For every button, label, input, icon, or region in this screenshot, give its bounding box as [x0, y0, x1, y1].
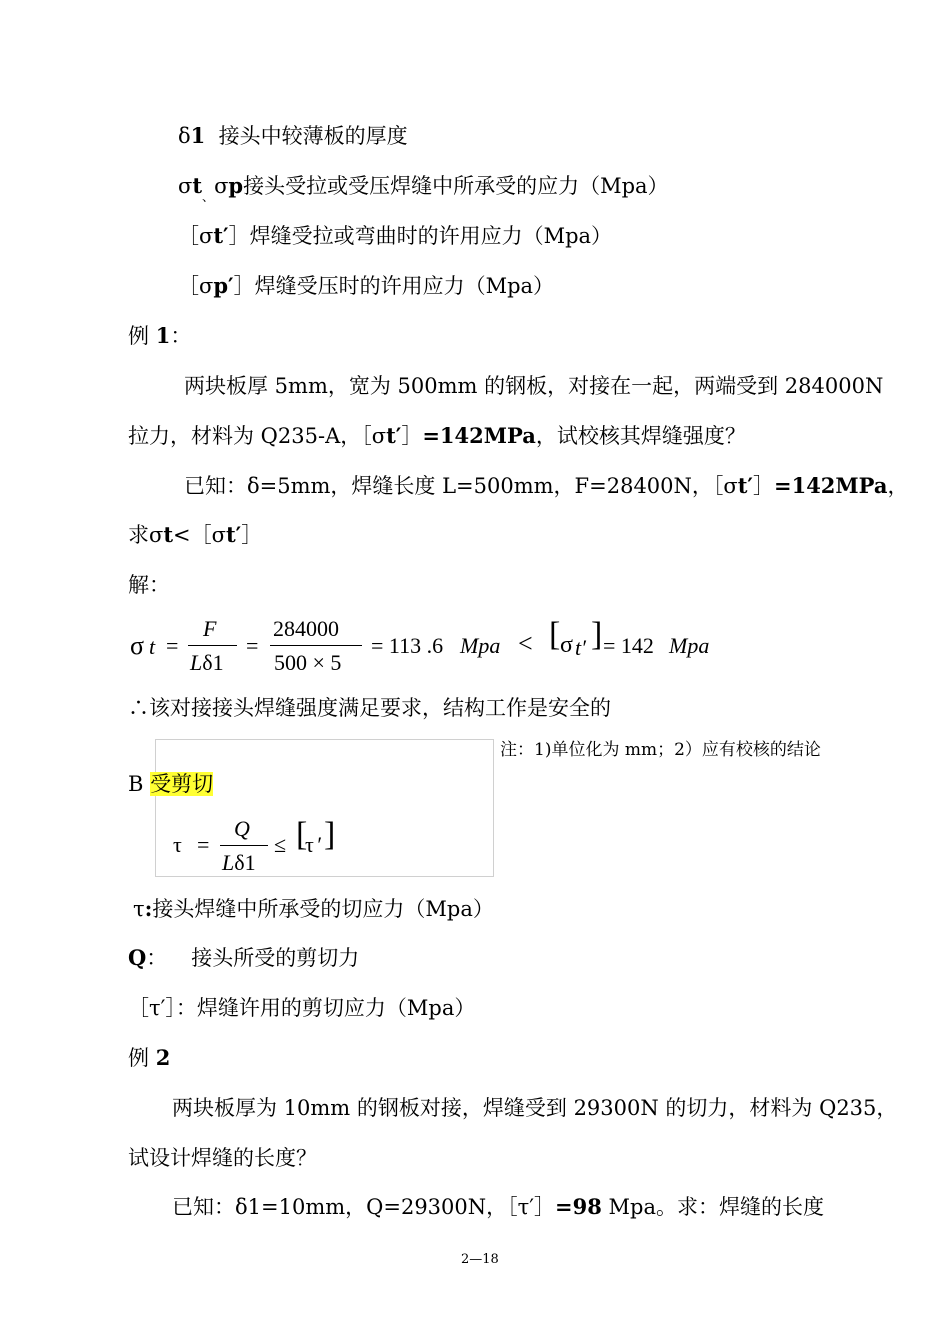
def-sigma-t-allow: [178, 222, 612, 250]
formula-lhs-sigma: σ: [130, 631, 145, 660]
example1-problem-line2: [128, 422, 746, 450]
def-sigma-p-symbol: σ: [214, 174, 229, 198]
example2-title-num: 2: [155, 1045, 171, 1070]
example1-conclusion: ∴该对接接头焊缝强度满足要求，结构工作是安全的: [128, 696, 611, 720]
tau-allow-prime: ′: [316, 832, 321, 857]
problem2-a: 拉力，材料为 Q235-A，［σ: [128, 424, 387, 448]
problem2-e: ，试校核其焊缝强度？: [535, 424, 746, 448]
tau-den-L: L: [222, 850, 235, 875]
formula-eq4: = 142: [603, 633, 654, 658]
given-d: =142MPa: [773, 473, 888, 498]
find-a: 求σ: [128, 523, 164, 547]
solution-label: 解：: [128, 573, 170, 597]
given-e: ，: [887, 474, 909, 498]
formula-bracket-close: ]: [591, 616, 603, 653]
example2-title-text: 例: [128, 1046, 156, 1070]
def-sigma-p-allow-text: 焊缝受压时的许用应力（Mpa）: [254, 274, 555, 298]
formula-unit2: Mpa: [669, 633, 710, 658]
frac1-numerator: F: [203, 616, 217, 641]
example2-given: [172, 1193, 824, 1221]
bracket-open: ［: [178, 274, 199, 298]
example1-given: [184, 472, 909, 500]
def-sigma-t-allow-text: 焊缝受拉或弯曲时的许用应力（Mpa）: [249, 224, 613, 248]
def-sigma-p-allow: [178, 272, 554, 300]
find-b: t: [163, 522, 174, 547]
def-tau-allow-text: ：焊缝许用的剪切应力（Mpa）: [175, 996, 476, 1020]
tau-numerator: Q: [234, 816, 250, 841]
def-sigma-p-sub: p: [228, 173, 244, 198]
def-delta1-sub: 1: [190, 123, 206, 148]
section-b-heading: [128, 770, 213, 798]
sigma-symbol: σ: [199, 274, 214, 298]
frac1-den-L: L: [190, 650, 203, 675]
tau-den-delta: δ1: [234, 850, 256, 875]
def-Q: [128, 944, 359, 972]
formula-allow-sigma: σ: [560, 632, 573, 658]
frac2-denominator: 500 × 5: [274, 650, 342, 675]
example1-find: [128, 521, 262, 549]
bracket-open: ［: [178, 224, 199, 248]
given-b: t′: [737, 473, 753, 498]
def-tau-allow: [128, 994, 475, 1022]
section-b-label: B: [128, 772, 151, 796]
def-delta1-text: 接头中较薄板的厚度: [218, 124, 408, 148]
find-d: t′: [225, 522, 242, 547]
example1-title-num: 1: [155, 323, 171, 348]
note: 注：1)单位化为 mm；2）应有校核的结论: [500, 740, 821, 760]
def-delta1: [178, 122, 408, 150]
problem2-b: t′: [386, 423, 402, 448]
find-c: <［σ: [173, 523, 226, 547]
example1-title-colon: ：: [170, 324, 192, 348]
section-b-title: 受剪切: [150, 772, 214, 796]
def-separator: 、: [202, 190, 215, 204]
formula-less-than: <: [518, 629, 533, 658]
def-tau-colon: :: [144, 896, 153, 921]
given-a: 已知：δ=5mm，焊缝长度 L=500mm，F=28400N，［σ: [184, 474, 738, 498]
def-sigma-t-sub: t: [192, 173, 203, 198]
frac1-denominator: [190, 652, 224, 674]
find-e: ］: [241, 523, 263, 547]
tau-frac-bar: [220, 845, 268, 846]
tau-allow-symbol: τ: [305, 832, 314, 857]
def-tau-text: 接头焊缝中所承受的切应力（Mpa）: [152, 897, 494, 921]
sigma-symbol: σ: [199, 224, 214, 248]
tau-bracket-open: [: [296, 816, 308, 853]
example1-title: [128, 322, 191, 350]
def-sigma-tp: [178, 172, 669, 211]
example2-problem-line1: 两块板厚为 10mm 的钢板对接，焊缝受到 29300N 的切力，材料为 Q235，: [172, 1096, 898, 1120]
formula-lhs-sub: t: [149, 634, 156, 659]
def-Q-symbol: Q: [128, 945, 147, 970]
def-tau-symbol: τ: [133, 897, 145, 921]
bracket-close: ］: [233, 274, 255, 298]
example1-title-text: 例: [128, 324, 156, 348]
def-tau-allow-symbol: ［τ′］: [128, 996, 176, 1020]
formula-allow-sub: t′: [575, 635, 586, 660]
problem2-d: =142MPa: [422, 423, 536, 448]
sigma-sub: t′: [213, 223, 229, 248]
def-sigma-t-symbol: σ: [178, 174, 193, 198]
frac1-bar: [188, 645, 237, 646]
tau-denominator: [222, 852, 256, 874]
def-Q-text: 接头所受的剪切力: [191, 946, 360, 970]
frac1-den-delta: δ1: [202, 650, 224, 675]
sigma-sub: p′: [213, 273, 234, 298]
tau-lhs: τ: [173, 832, 182, 857]
example2-given-a: 已知：δ1=10mm，Q=29300N，［τ′］: [172, 1195, 556, 1219]
example2-problem-line2: 试设计焊缝的长度？: [128, 1146, 317, 1170]
def-sigma-tp-text: 接头受拉或受压焊缝中所承受的应力（Mpa）: [243, 174, 669, 198]
def-Q-colon: ：: [146, 946, 168, 970]
example2-title: [128, 1044, 170, 1072]
formula-bracket-open: [: [549, 616, 561, 653]
bracket-close: ］: [228, 224, 250, 248]
tau-eq: =: [197, 832, 210, 857]
def-tau: [133, 895, 494, 923]
frac2-numerator: 284000: [273, 616, 339, 641]
given-c: ］: [752, 474, 774, 498]
formula-eq1: =: [166, 633, 179, 658]
frac2-bar: [270, 645, 362, 646]
page-number: 2—18: [461, 1252, 499, 1267]
tau-bracket-close: ]: [324, 816, 336, 853]
formula-eq2: =: [246, 633, 259, 658]
def-delta1-symbol: δ: [178, 124, 191, 148]
formula-unit1: Mpa: [460, 633, 501, 658]
example2-given-b: =98: [555, 1194, 602, 1219]
example1-problem-line1: 两块板厚 5mm，宽为 500mm 的钢板，对接在一起，两端受到 284000N: [184, 374, 884, 398]
problem2-c: ］: [401, 424, 423, 448]
example2-given-c: Mpa。求：焊缝的长度: [601, 1195, 824, 1219]
formula-eq3: = 113 .6: [371, 633, 444, 658]
tau-le: ≤: [274, 832, 287, 857]
